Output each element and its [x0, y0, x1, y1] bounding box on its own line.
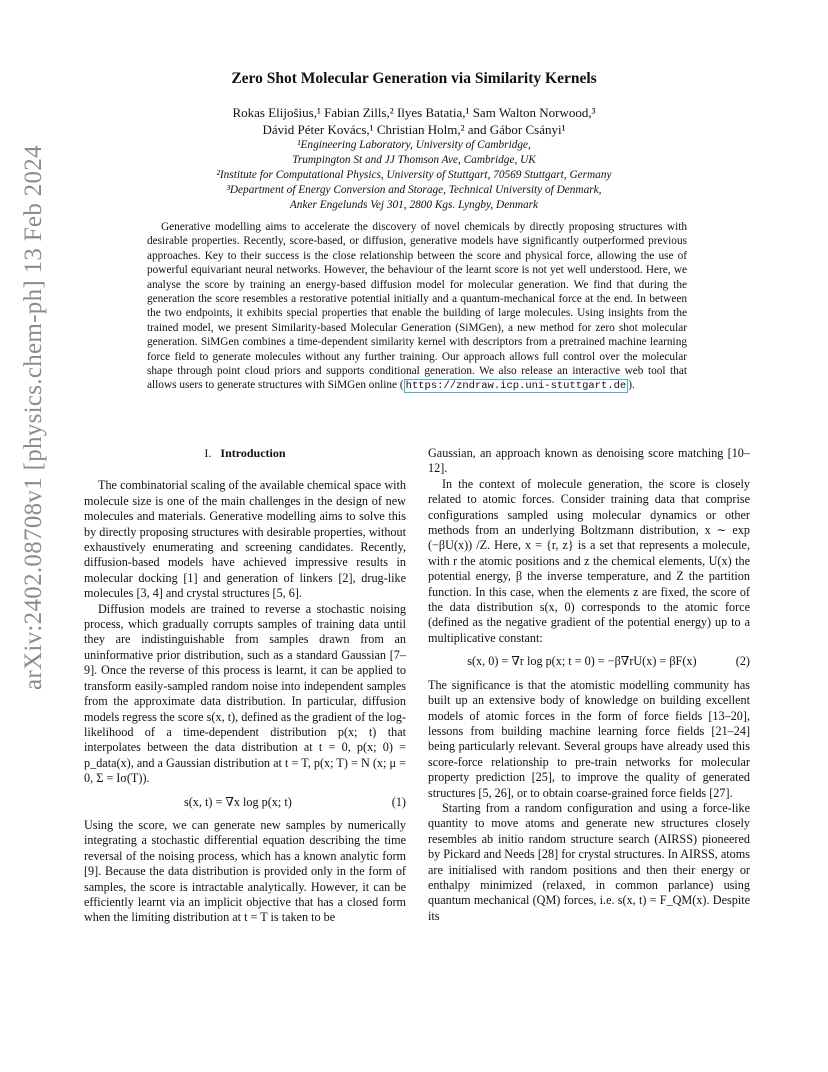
author-line: Rokas Elijošius,¹ Fabian Zills,² Ilyes Batatia,¹ Sam Walton Norwood,³	[232, 105, 596, 120]
affiliation-line: ¹Engineering Laboratory, University of Cambridge,	[297, 139, 531, 151]
affiliation-line: ²Institute for Computational Physics, University of Stuttgart, 70569 Stuttgart, Germany	[216, 169, 612, 181]
arxiv-identifier: arXiv:2402.08708v1 [physics.chem-ph] 13 Feb 2024	[20, 145, 47, 690]
intro-paragraph-6: Starting from a random configuration and using a force-like quantity to move atoms and generate new structures closely resembles ab initio random structure search (AIRSS) pioneered by Pickard and Needs [28] for crystal structures. In AIRSS, atoms are initialised with random positions and then their energy or enthalpy minimized (relaxed, in common parlance) using quantum mechanical (QM) forces, i.e. s(x, t) = F_QM(x). Despite its	[428, 800, 750, 923]
intro-paragraph-3-cont: Gaussian, an approach known as denoising score matching [10–12].	[428, 446, 750, 476]
equation-2-number: (2)	[735, 654, 750, 669]
author-list	[0, 104, 828, 138]
left-column	[84, 446, 406, 926]
intro-paragraph-5: The significance is that the atomistic modelling community has built up an extensive body of knowledge on building excellent models of atomic forces in the form of force fields [13–20], lessons from building machine learning force fields [21–24] being particularly relevant. Several groups have already used this score-force relationship to pre-train networks for molecular property prediction [25], to improve the quality of generated structures [5, 26], or to obtain coarse-grained force fields [27].	[428, 677, 750, 800]
intro-paragraph-4: In the context of molecule generation, the score is closely related to atomic forces. Consider training data that comprise configurations sampled using molecular dynamics or other methods from an underlying Boltzmann distribution, x ∼ exp (−βU(x)) /Z. Here, x = {r, z} is a set that represents a molecule, with r the atomic positions and z the chemical elements, U(x) the potential energy, β the inverse temperature, and Z the partition function. In this case, when the elements z are fixed, the score of the data distribution s(x, 0) corresponds to the atomic force (defined as the negative gradient of the potential energy) up to a multiplicative constant:	[428, 476, 750, 645]
affiliations	[0, 138, 828, 213]
right-column	[428, 446, 750, 924]
affiliation-line: Anker Engelunds Vej 301, 2800 Kgs. Lyngby, Denmark	[289, 199, 539, 211]
equation-1-number: (1)	[391, 794, 406, 809]
web-tool-link[interactable]: https://zndraw.icp.uni-stuttgart.de	[405, 380, 627, 393]
equation-1	[84, 795, 406, 810]
intro-paragraph-3: Using the score, we can generate new samples by numerically integrating a stochastic differential equation describing the time reversal of the noising process, which has a known analytic form [9]. Because the data distribution is provided only in the form of samples, the score is intractable analytically. However, it can be efficiently learnt via an implicit objective that has a closed form when the limiting distribution at t = T is taken to be	[84, 817, 406, 925]
equation-2-body: s(x, 0) = ∇r log p(x; t = 0) = −β∇rU(x) = βF(x)	[467, 654, 697, 669]
paper-title: Zero Shot Molecular Generation via Similarity Kernels	[231, 70, 597, 87]
section-number: I.	[204, 446, 212, 460]
abstract-text: Generative modelling aims to accelerate the discovery of novel chemicals by directly proposing structures with desirable properties. Recently, score-based, or diffusion, generative models have significantly outperformed previous approaches. Key to their success is the close relationship between the score and physical force, allowing the use of powerful equivariant neural networks. However, the behaviour of the learnt score is not yet well understood. Here, we analyse the score by training an energy-based diffusion model for molecular generation. We find that during the generation the score resembles a restorative potential initially and a quantum-mechanical force at the end. In between the two endpoints, it exhibits special properties that enable the building of large molecules. Using insights from the trained model, we present Similarity-based Molecular Generation (SiMGen), a new method for zero shot molecular generation. SiMGen combines a time-dependent similarity kernel with descriptors from a pretrained machine learning force field to generate molecules without any further training. Our approach allows full control over the molecular shape through point cloud priors and supports conditional generation. We also release an interactive web tool that allows users to generate structures with SiMGen online (	[147, 221, 687, 392]
equation-1-body: s(x, t) = ∇x log p(x; t)	[183, 794, 292, 809]
section-title: Introduction	[220, 446, 286, 460]
equation-2	[428, 654, 750, 669]
section-heading	[84, 446, 406, 461]
intro-paragraph-2: Diffusion models are trained to reverse a stochastic noising process, which gradually corrupts samples of training data until they are indistinguishable from samples drawn from an uninformative prior distribution, such as a standard Gaussian [7–9]. Once the reverse of this process is learnt, it can be applied to transform easily-sampled random noise into independent samples from the approximate data distribution. In particular, diffusion models regress the score s(x, t), defined as the gradient of the log-likelihood of a time-dependent distribution p(x; t) that interpolates between the data distribution at t = 0, p(x; 0) = p_data(x), and a Gaussian distribution at t = T, p(x; T) = N (x; μ = 0, Σ = Iσ(T)).	[84, 601, 406, 786]
abstract-end: ).	[628, 379, 635, 392]
affiliation-line: ³Department of Energy Conversion and Storage, Technical University of Denmark,	[226, 184, 602, 196]
abstract	[147, 220, 687, 394]
intro-paragraph-1: The combinatorial scaling of the available chemical space with molecule size is one of the main challenges in the design of new molecules and materials. Generative modelling aims to solve this by directly proposing structures with desirable properties, without exhaustively enumerating and screening candidates. Recently, diffusion-based models have achieved impressive results in molecular docking [1] and generation of linkers [2], drug-like molecules [3, 4] and crystal structures [5, 6].	[84, 478, 406, 601]
author-line: Dávid Péter Kovács,¹ Christian Holm,² and Gábor Csányi¹	[262, 122, 566, 137]
affiliation-line: Trumpington St and JJ Thomson Ave, Cambridge, UK	[292, 154, 536, 166]
